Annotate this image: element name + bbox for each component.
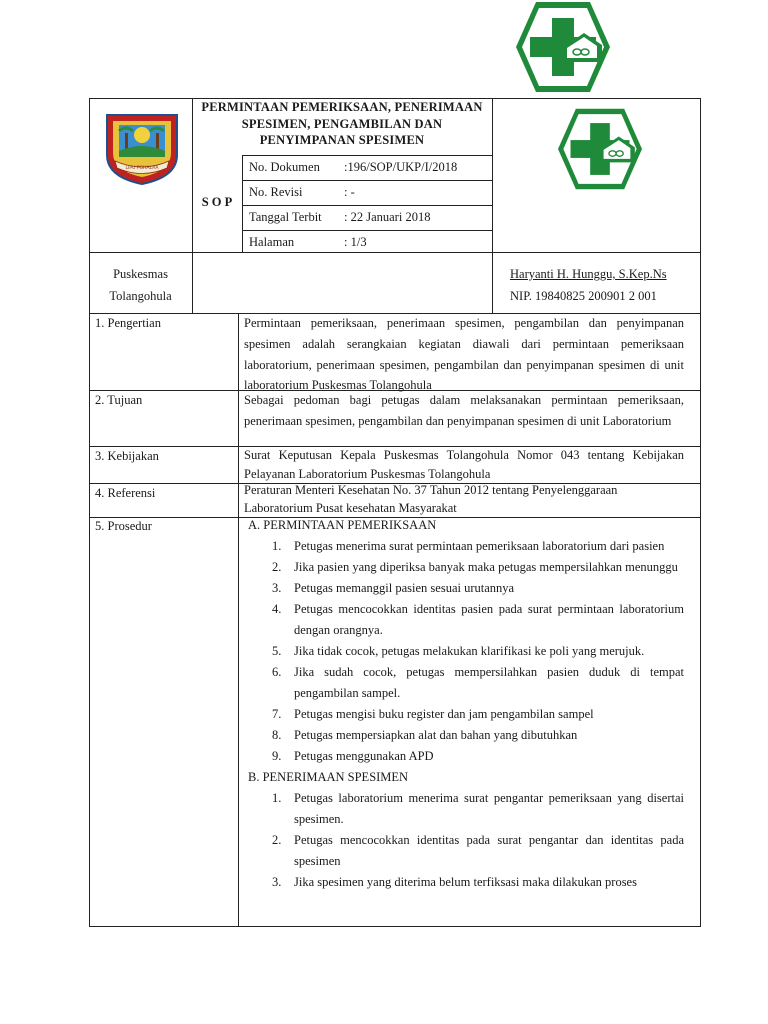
- issue-date-label: Tanggal Terbit: [249, 210, 322, 224]
- section-text-pengertian: Permintaan pemeriksaan, penerimaan spesimen, pengambilan dan penyimpanan spesimen adalah serangkaian kegiatan diawali dari permintaan pemeriksaan laboratorium, penerimaan spesimen, pengambilan dan penyimpanan spesimen di unit laboratorium Puskesmas Tolangohula: [244, 316, 684, 393]
- section-text-tujuan: Sebagai pedoman bagi petugas dalam melaksanakan permintaan pemeriksaan, penerimaan spesimen, pengambilan dan penyimpanan spesimen di unit Laboratorium: [244, 393, 684, 428]
- list-item: 7. Petugas mengisi buku register dan jam pengambilan sampel: [272, 707, 594, 721]
- procedure-list-b: [244, 788, 684, 893]
- list-item: 3. Jika spesimen yang diterima belum terfiksasi maka dilakukan proses: [272, 875, 637, 889]
- doc-number-label: No. Dokumen: [249, 160, 320, 174]
- list-item: 5. Jika tidak cocok, petugas melakukan klarifikasi ke poli yang merujuk.: [272, 644, 645, 658]
- page-label: Halaman: [249, 235, 295, 249]
- procedure-body: [244, 515, 684, 893]
- section-text-kebijakan: Surat Keputusan Kepala Puskesmas Tolangohula Nomor 043 tentang Kebijakan Pelayanan Laboratorium Puskesmas Tolangohula: [244, 448, 684, 481]
- org-name-line1: Puskesmas: [113, 267, 168, 281]
- puskesmas-logo-header: [556, 107, 644, 191]
- list-item: 8. Petugas mempersiapkan alat dan bahan yang dibutuhkan: [272, 728, 578, 742]
- procedure-list-a: [244, 536, 684, 767]
- page-title: PERMINTAAN PEMERIKSAAN, PENERIMAAN SPESIMEN, PENGAMBILAN DAN PENYIMPANAN SPESIMEN: [201, 100, 483, 147]
- puskesmas-logo-top: [514, 0, 612, 94]
- list-item: 3. Petugas memanggil pasien sesuai urutannya: [272, 581, 515, 595]
- procedure-heading-a: A. PERMINTAAN PEMERIKSAAN: [248, 518, 437, 532]
- regency-seal-icon: [101, 111, 183, 186]
- page-value: : 1/3: [344, 235, 367, 249]
- section-label-pengertian: 1. Pengertian: [95, 316, 161, 330]
- org-name: [89, 263, 192, 307]
- list-item: 2. Jika pasien yang diperiksa banyak maka petugas mempersilahkan menunggu: [272, 560, 678, 574]
- signatory: [510, 263, 667, 307]
- list-item: 6. Jika sudah cocok, petugas mempersilahkan pasien duduk di tempat pengambilan sampel.: [272, 665, 684, 700]
- list-item: 9. Petugas menggunakan APD: [272, 749, 434, 763]
- revision-label: No. Revisi: [249, 185, 303, 199]
- section-label-kebijakan: 3. Kebijakan: [95, 449, 159, 463]
- section-text-referensi: Peraturan Menteri Kesehatan No. 37 Tahun 2012 tentang Penyelenggaraan Laboratorium Pusat kesehatan Masyarakat: [244, 483, 618, 515]
- issue-date-value: : 22 Januari 2018: [344, 210, 431, 224]
- doc-number-value: :196/SOP/UKP/I/2018: [344, 160, 458, 174]
- list-item: 2. Petugas mencocokkan identitas pada surat pengantar dan identitas pada spesimen: [272, 833, 684, 868]
- revision-value: : -: [344, 185, 355, 199]
- signatory-nip: NIP. 19840825 200901 2 001: [510, 289, 657, 303]
- list-item: 1. Petugas laboratorium menerima surat pengantar pemeriksaan yang disertai spesimen.: [272, 791, 684, 826]
- procedure-heading-b: B. PENERIMAAN SPESIMEN: [248, 770, 409, 784]
- section-label-referensi: 4. Referensi: [95, 486, 156, 500]
- section-label-prosedur: 5. Prosedur: [95, 519, 152, 533]
- seal-motto: LIPU POHALAA: [125, 166, 159, 171]
- list-item: 4. Petugas mencocokkan identitas pasien pada surat permintaan laboratorium dengan orangnya.: [272, 602, 684, 637]
- org-name-line2: Tolangohula: [109, 289, 172, 303]
- sop-label: S O P: [201, 195, 233, 209]
- list-item: 1. Petugas menerima surat permintaan pemeriksaan laboratorium dari pasien: [272, 539, 665, 553]
- signatory-name: Haryanti H. Hunggu, S.Kep.Ns: [510, 267, 667, 281]
- section-label-tujuan: 2. Tujuan: [95, 393, 143, 407]
